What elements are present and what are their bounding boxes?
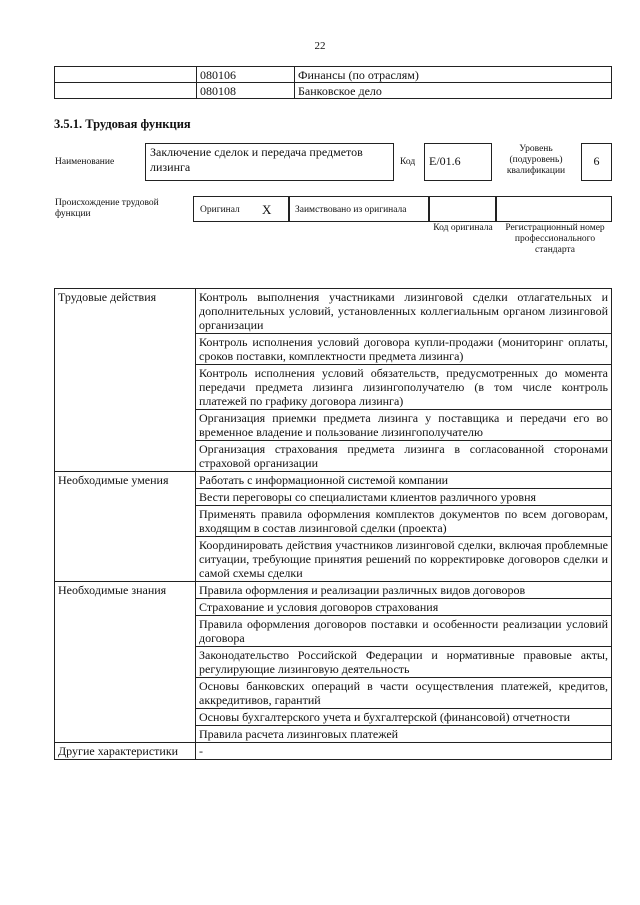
code-original-box	[429, 196, 496, 222]
item-cell: Организация страхования предмета лизинга в согласованной сторонами страховой организации	[196, 441, 612, 472]
table-row	[55, 410, 612, 441]
table-row	[55, 743, 612, 760]
level-label: Уровень (подуровень) квалификации	[506, 144, 566, 176]
table-row	[55, 472, 612, 489]
table-row	[55, 334, 612, 365]
table-row	[55, 67, 612, 83]
function-code-box: E/01.6	[424, 143, 492, 181]
item-cell: Контроль исполнения условий обязательств, предусмотренных до момента передачи предмета лизинга лизингополучателю (в том числе контроль платежей по графику договора лизинга)	[196, 365, 612, 410]
empty-cell	[55, 67, 197, 83]
item-cell: Применять правила оформления комплектов документов по всем договорам, входящим в состав лизинговой сделки (проекта)	[196, 506, 612, 537]
table-row	[55, 537, 612, 582]
code-cell: 080108	[197, 83, 295, 99]
level-value-box: 6	[581, 143, 612, 181]
item-cell: Правила оформления и реализации различных видов договоров	[196, 582, 612, 599]
original-box	[193, 196, 289, 222]
category-cell: Другие характеристики	[55, 743, 196, 760]
table-row	[55, 365, 612, 410]
section-heading: 3.5.1. Трудовая функция	[54, 117, 191, 131]
table-row	[55, 83, 612, 99]
item-cell: Основы банковских операций в части осуществления платежей, кредитов, аккредитивов, гарантий	[196, 678, 612, 709]
original-mark: X	[262, 202, 272, 217]
origin-label: Происхождение трудовой функции	[55, 198, 159, 219]
name-cell: Финансы (по отраслям)	[295, 67, 612, 83]
item-cell: Законодательство Российской Федерации и нормативные правовые акты, регулирующие лизинговую деятельность	[196, 647, 612, 678]
table-row	[55, 616, 612, 647]
table-row	[55, 506, 612, 537]
table-row	[55, 678, 612, 709]
table-row	[55, 441, 612, 472]
table-row	[55, 709, 612, 726]
empty-cell	[55, 83, 197, 99]
item-cell: -	[196, 743, 612, 760]
item-cell: Работать с информационной системой компании	[196, 472, 612, 489]
item-cell: Страхование и условия договоров страхования	[196, 599, 612, 616]
borrowed-label: Заимствовано из оригинала	[295, 205, 407, 215]
table-row	[55, 726, 612, 743]
table-row	[55, 647, 612, 678]
item-cell: Правила оформления договоров поставки и особенности реализации условий договора	[196, 616, 612, 647]
name-cell: Банковское дело	[295, 83, 612, 99]
item-cell: Контроль выполнения участниками лизинговой сделки отлагательных и дополнительных условий, установленных коллегиальным органом лизинговой организации	[196, 289, 612, 334]
reg-number-label: Регистрационный номер профессионального стандарта	[505, 223, 605, 255]
category-cell: Трудовые действия	[55, 289, 196, 334]
item-cell: Правила расчета лизинговых платежей	[196, 726, 612, 743]
code-label: Код	[400, 157, 416, 167]
code-cell: 080106	[197, 67, 295, 83]
item-cell: Организация приемки предмета лизинга у поставщика и передачи его во временное владение и пользование лизингополучателю	[196, 410, 612, 441]
borrowed-box	[289, 196, 429, 222]
table-row	[55, 289, 612, 334]
item-cell: Координировать действия участников лизинговой сделки, включая проблемные ситуации, требующие принятия решений по корректировке договоров сделки и самой схемы сделки	[196, 537, 612, 582]
code-original-label: Код оригинала	[433, 223, 493, 233]
name-label: Наименование	[55, 157, 115, 167]
page-number: 22	[314, 40, 326, 52]
item-cell: Основы бухгалтерского учета и бухгалтерской (финансовой) отчетности	[196, 709, 612, 726]
education-codes-table	[54, 66, 612, 99]
category-cell: Необходимые знания	[55, 582, 196, 599]
category-cell: Необходимые умения	[55, 472, 196, 489]
original-label: Оригинал	[200, 205, 240, 215]
item-cell: Вести переговоры со специалистами клиентов различного уровня	[196, 489, 612, 506]
table-row	[55, 582, 612, 599]
function-details-table	[54, 288, 612, 760]
function-name-box: Заключение сделок и передача предметов лизинга	[145, 143, 394, 181]
item-cell: Контроль исполнения условий договора купли-продажи (мониторинг оплаты, сроков поставки, комплектности предмета лизинга)	[196, 334, 612, 365]
reg-number-box	[496, 196, 612, 222]
table-row	[55, 489, 612, 506]
table-row	[55, 599, 612, 616]
